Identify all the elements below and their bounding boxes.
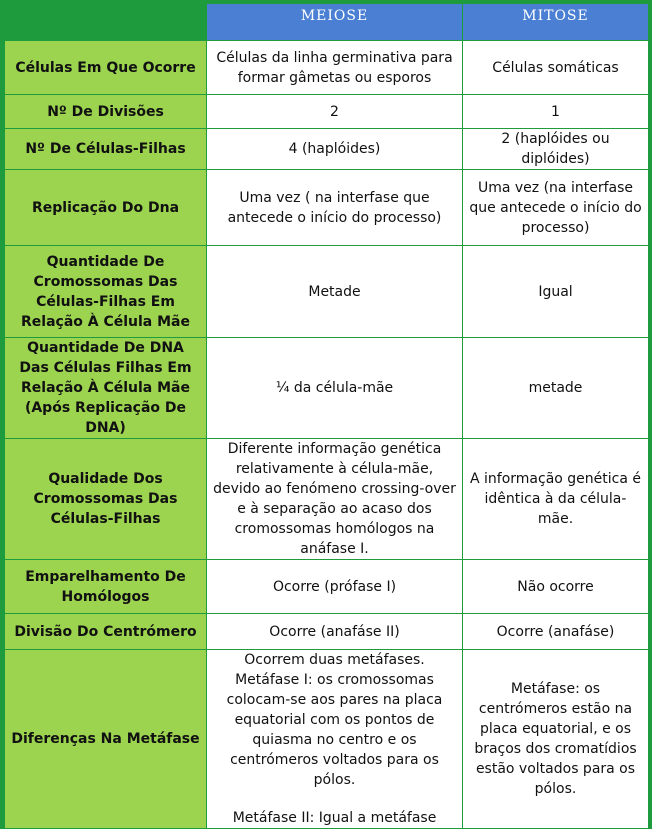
- mitose-cell: metade: [463, 338, 649, 439]
- mitose-cell: Metáfase: os centrómeros estão na placa equatorial, e os braços dos cromatídios estão voltados para os pólos.: [463, 650, 649, 829]
- table-row: [5, 614, 649, 650]
- mitose-cell: Igual: [463, 246, 649, 338]
- table-row: [5, 439, 649, 560]
- mitose-cell: Uma vez (na interfase que antecede o início do processo): [463, 170, 649, 246]
- meiose-cell: ¼ da célula-mãe: [207, 338, 463, 439]
- meiose-cell: [207, 650, 463, 829]
- header-row: [5, 4, 649, 41]
- mitose-cell: 1: [463, 95, 649, 129]
- header-mitose: MITOSE: [463, 4, 649, 41]
- table-row: [5, 246, 649, 338]
- meiose-cell: Uma vez ( na interfase que antecede o início do processo): [207, 170, 463, 246]
- mitose-cell: Não ocorre: [463, 560, 649, 614]
- meiose-cell: Ocorre (prófase I): [207, 560, 463, 614]
- row-label: Qualidade Dos Cromossomas Das Células-Filhas: [5, 439, 207, 560]
- row-label: Divisão Do Centrómero: [5, 614, 207, 650]
- table-row: [5, 338, 649, 439]
- meiose-cell: 4 (haplóides): [207, 129, 463, 170]
- row-label: Replicação Do Dna: [5, 170, 207, 246]
- header-corner: [5, 4, 207, 41]
- mitose-cell: A informação genética é idêntica à da célula-mãe.: [463, 439, 649, 560]
- row-label: Diferenças Na Metáfase: [5, 650, 207, 829]
- meiose-cell: Metade: [207, 246, 463, 338]
- mitose-cell: Células somáticas: [463, 41, 649, 95]
- mitose-cell: 2 (haplóides ou diplóides): [463, 129, 649, 170]
- table-row: [5, 560, 649, 614]
- meiose-cell: Ocorre (anafáse II): [207, 614, 463, 650]
- header-meiose: MEIOSE: [207, 4, 463, 41]
- row-label: Células Em Que Ocorre: [5, 41, 207, 95]
- meiose-metaphase-text: Ocorrem duas metáfases. Metáfase I: os cromossomas colocam-se aos pares na placa equatorial com os pontos de quiasma no centro e os centrómeros voltados para os pólos.: [226, 652, 443, 788]
- row-label: Nº De Divisões: [5, 95, 207, 129]
- row-label: Nº De Células-Filhas: [5, 129, 207, 170]
- row-label: Quantidade De DNA Das Células Filhas Em Relação À Célula Mãe (Após Replicação De DNA): [5, 338, 207, 439]
- meiose-cell: 2: [207, 95, 463, 129]
- meiose-metaphase-ii-text: Metáfase II: Igual a metáfase: [232, 810, 437, 826]
- meiose-cell: Diferente informação genética relativamente à célula-mãe, devido ao fenómeno crossing-over e à separação ao acaso dos cromossomas homólogos na anáfase I.: [207, 439, 463, 560]
- table-row: [5, 41, 649, 95]
- meiose-cell: Células da linha germinativa para formar gâmetas ou esporos: [207, 41, 463, 95]
- row-label: Emparelhamento De Homólogos: [5, 560, 207, 614]
- table-row: [5, 650, 649, 829]
- comparison-table: [4, 3, 649, 829]
- table-row: [5, 129, 649, 170]
- table-row: [5, 95, 649, 129]
- table-row: [5, 170, 649, 246]
- mitose-cell: Ocorre (anafáse): [463, 614, 649, 650]
- row-label: Quantidade De Cromossomas Das Células-Filhas Em Relação À Célula Mãe: [5, 246, 207, 338]
